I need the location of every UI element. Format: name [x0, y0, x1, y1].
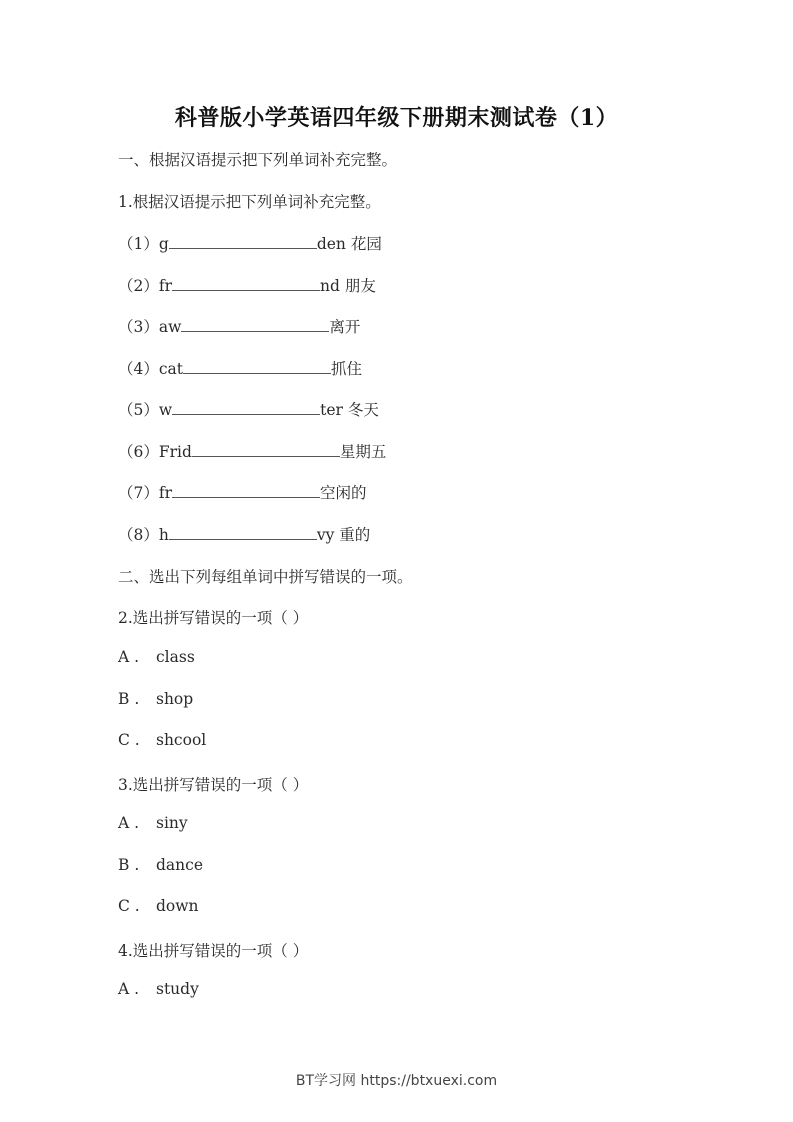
- answer-blank[interactable]: [183, 359, 331, 374]
- fill-item-7: [118, 481, 367, 503]
- word-suffix: den 花园: [316, 235, 382, 253]
- option-text: dance: [156, 856, 203, 874]
- question-3-stem: 3.选出拼写错误的一项（ ）: [118, 776, 309, 794]
- word-prefix: g: [158, 235, 169, 253]
- word-prefix: cat: [158, 360, 184, 378]
- option-letter: A .: [118, 980, 140, 998]
- fill-item-4: [118, 357, 362, 379]
- option-text: study: [156, 980, 199, 998]
- question-2-option-a[interactable]: [118, 648, 195, 666]
- option-letter: A .: [118, 814, 140, 832]
- option-text: class: [156, 648, 195, 666]
- word-suffix: 离开: [329, 318, 361, 336]
- word-prefix: h: [158, 526, 169, 544]
- question-3-option-b[interactable]: [118, 856, 203, 874]
- word-prefix: Frid: [158, 443, 192, 461]
- page-title: 科普版小学英语四年级下册期末测试卷（1）: [174, 105, 619, 131]
- section-2-heading: 二、选出下列每组单词中拼写错误的一项。: [118, 568, 413, 586]
- fill-item-2: [118, 274, 376, 296]
- answer-blank[interactable]: [181, 317, 329, 332]
- item-number: （2）: [118, 277, 159, 295]
- item-number: （5）: [118, 401, 159, 419]
- footer-watermark: BT学习网 https://btxuexi.com: [295, 1073, 498, 1089]
- option-text: down: [156, 897, 199, 915]
- option-text: shcool: [156, 731, 207, 749]
- question-4-stem: 4.选出拼写错误的一项（ ）: [118, 942, 309, 960]
- word-suffix: nd 朋友: [320, 277, 376, 295]
- answer-blank[interactable]: [169, 234, 317, 249]
- fill-item-3: [118, 315, 360, 337]
- answer-blank[interactable]: [169, 525, 317, 540]
- item-number: （6）: [118, 443, 159, 461]
- section-1-heading: 一、根据汉语提示把下列单词补充完整。: [118, 151, 398, 169]
- option-letter: B .: [118, 690, 140, 708]
- item-number: （8）: [118, 526, 159, 544]
- fill-item-5: [118, 398, 379, 420]
- option-letter: B .: [118, 856, 140, 874]
- option-letter: C .: [118, 731, 140, 749]
- question-1-stem: 1.根据汉语提示把下列单词补充完整。: [118, 193, 381, 211]
- fill-item-1: [118, 232, 382, 254]
- question-2-option-b[interactable]: [118, 690, 193, 708]
- word-prefix: fr: [158, 484, 173, 502]
- option-letter: C .: [118, 897, 140, 915]
- fill-item-8: [118, 523, 370, 545]
- question-4-option-a[interactable]: [118, 980, 199, 998]
- question-3-option-c[interactable]: [118, 897, 199, 915]
- word-prefix: fr: [158, 277, 173, 295]
- word-prefix: aw: [158, 318, 182, 336]
- word-prefix: w: [158, 401, 173, 419]
- answer-blank[interactable]: [172, 276, 320, 291]
- word-suffix: 抓住: [331, 360, 363, 378]
- fill-item-6: [118, 440, 386, 462]
- item-number: （7）: [118, 484, 159, 502]
- answer-blank[interactable]: [172, 483, 320, 498]
- question-2-stem: 2.选出拼写错误的一项（ ）: [118, 609, 309, 627]
- option-text: shop: [156, 690, 194, 708]
- question-2-option-c[interactable]: [118, 731, 206, 749]
- answer-blank[interactable]: [192, 442, 340, 457]
- item-number: （4）: [118, 360, 159, 378]
- item-number: （1）: [118, 235, 159, 253]
- word-suffix: vy 重的: [316, 526, 371, 544]
- item-number: （3）: [118, 318, 159, 336]
- option-text: siny: [156, 814, 188, 832]
- answer-blank[interactable]: [172, 400, 320, 415]
- question-3-option-a[interactable]: [118, 814, 188, 832]
- option-letter: A .: [118, 648, 140, 666]
- word-suffix: 星期五: [339, 443, 387, 461]
- word-suffix: ter 冬天: [320, 401, 379, 419]
- word-suffix: 空闲的: [320, 484, 367, 502]
